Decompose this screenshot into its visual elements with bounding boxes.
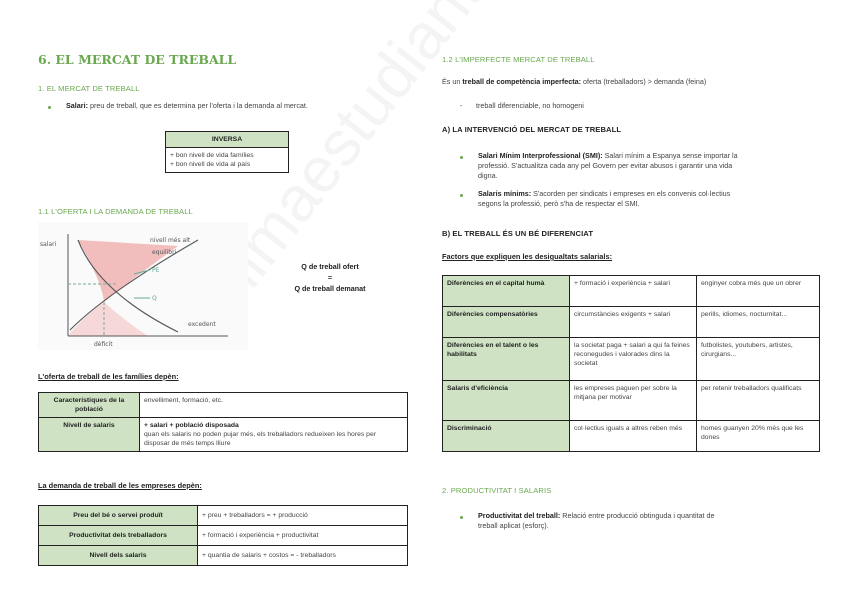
oferta-value-text: quan els salaris no poden pujar més, els treballadors redueixen les hores per disposar de més temps lliure <box>144 431 376 447</box>
inversa-table <box>165 131 289 173</box>
prod-term: Productivitat del treball: <box>478 511 561 520</box>
factor-label: Discriminació <box>443 421 570 452</box>
es-un-text: És un <box>442 77 461 86</box>
section-1-title: 1. EL MERCAT DE TREBALL <box>38 84 140 93</box>
sm-line-1 <box>478 189 820 199</box>
smi-item <box>478 151 820 181</box>
inversa-line-1: + bon nivell de vida famílies <box>170 152 254 159</box>
graph-label-excedent: excedent <box>188 321 216 328</box>
dash-item: treball diferenciable, no homogeni <box>476 101 584 110</box>
competencia-line <box>442 77 822 87</box>
q-ofert: Q de treball ofert <box>301 262 359 271</box>
smi-def-3: digna. <box>478 171 498 180</box>
dash-icon: - <box>460 101 463 110</box>
factor-example: perills, idiomes, nocturnitat... <box>697 307 820 338</box>
factor-desc: les empreses paguen per sobre la mitjana per motivar <box>570 381 697 421</box>
factor-label: Diferències compensatòries <box>443 307 570 338</box>
demanda-value: + preu + treballadors = + producció <box>198 506 408 526</box>
salari-term: Salari: <box>66 101 88 110</box>
factor-desc: circumstàncies exigents + salari <box>570 307 697 338</box>
demanda-value: + formació i experiència + productivitat <box>198 526 408 546</box>
factor-label: Salaris d'eficiència <box>443 381 570 421</box>
productivitat-item <box>478 511 820 531</box>
prod-def-2: treball aplicat (esforç). <box>478 521 549 530</box>
graph-background <box>38 222 248 350</box>
salaris-minims-item <box>478 189 820 209</box>
bullet-icon <box>460 194 463 197</box>
oferta-label: Nivell de salaris <box>39 418 140 452</box>
factor-desc: la societat paga + salari a qui fa feines reconegudes i valorades dins la societat <box>570 338 697 381</box>
section-2-title: 2. PRODUCTIVITAT I SALARIS <box>442 486 552 495</box>
table-row <box>443 381 820 421</box>
sm-def-1: S'acorden per sindicats i empreses en els convenis col·lectius <box>533 189 731 198</box>
graph-label-nivell: nivell més alt <box>150 237 191 244</box>
graph-label-equilibri: equilibri <box>152 249 177 256</box>
table-row <box>443 307 820 338</box>
sm-term: Salaris mínims: <box>478 189 532 198</box>
competencia-term: treball de competència imperfecta: <box>462 77 582 86</box>
oferta-value: envelliment, formació, etc. <box>140 393 408 418</box>
oferta-title: L'oferta de treball de les famílies depèn: <box>38 372 179 381</box>
table-row <box>39 418 408 452</box>
table-row <box>39 546 408 566</box>
bullet-icon <box>460 156 463 159</box>
factors-table <box>442 275 820 452</box>
graph-label-q: Q <box>152 295 157 302</box>
salari-definition <box>66 101 406 111</box>
factor-label: Diferències en el capital humà <box>443 276 570 307</box>
salari-text: preu de treball, que es determina per l'oferta i la demanda al mercat. <box>89 101 308 110</box>
graph-label-deficit: dèficit <box>94 341 113 348</box>
oferta-label: Característiques de la població <box>39 393 140 418</box>
smi-def-1: Salari mínim a Espanya sense importar la <box>604 151 738 160</box>
inversa-line-2: + bon nivell de vida al país <box>170 161 251 168</box>
factor-example: enginyer cobra més que un obrer <box>697 276 820 307</box>
section-b-title <box>442 229 593 238</box>
prod-def-1: Relació entre producció obtinguda i quantitat de <box>562 511 715 520</box>
table-row <box>443 338 820 381</box>
demanda-label: Preu del bé o servei produït <box>39 506 198 526</box>
oferta-value <box>140 418 408 452</box>
sm-def-2: segons la professió, però s'ha de respectar el SMI. <box>478 199 640 208</box>
table-row <box>39 393 408 418</box>
section-a-text: A) LA INTERVENCIÓ DEL MERCAT DE TREBALL <box>442 125 622 134</box>
table-row <box>443 276 820 307</box>
competencia-def: oferta (treballadors) > demanda (feina) <box>583 77 707 86</box>
inversa-body <box>166 148 289 173</box>
oferta-table <box>38 392 408 452</box>
factor-example: futbolistes, youtubers, artistes, cirurgians... <box>697 338 820 381</box>
demanda-label: Productivitat dels treballadors <box>39 526 198 546</box>
factor-example: per retenir treballadors qualificats <box>697 381 820 421</box>
table-row <box>39 506 408 526</box>
q-equals: = <box>327 273 333 282</box>
factor-example: homes guanyen 20% més que les dones <box>697 421 820 452</box>
factor-label: Diferències en el talent o les habilitats <box>443 338 570 381</box>
demanda-title: La demanda de treball de les empreses depèn: <box>38 481 202 490</box>
oferta-value-bold: + salari + població disposada <box>144 422 239 429</box>
table-row <box>39 526 408 546</box>
smi-term: Salari Mínim Interprofessional (SMI): <box>478 151 603 160</box>
page-title: 6. EL MERCAT DE TREBALL <box>38 52 237 67</box>
supply-demand-graph <box>38 222 248 350</box>
graph-label-pe: PE <box>152 267 160 274</box>
bullet-icon <box>48 106 51 109</box>
factor-desc: + formació i experiència + salari <box>570 276 697 307</box>
section-b-text: B) EL TREBALL ÉS UN BÉ DIFERENCIAT <box>442 229 594 238</box>
demanda-value: + quantia de salaris + costos = - treballadors <box>198 546 408 566</box>
demanda-table <box>38 505 408 566</box>
table-row <box>443 421 820 452</box>
q-equation <box>265 261 395 294</box>
q-demanat: Q de treball demanat <box>294 284 366 293</box>
section-1-1-title: 1.1 L'OFERTA I LA DEMANDA DE TREBALL <box>38 207 193 216</box>
factors-title: Factors que expliquen les desigualtats salarials: <box>442 252 613 261</box>
graph-label-salari: salari <box>40 241 57 248</box>
factor-desc: col·lectius iguals a altres reben més <box>570 421 697 452</box>
section-a-title <box>442 125 621 134</box>
section-1-2-title: 1.2 L'IMPERFECTE MERCAT DE TREBALL <box>442 55 595 64</box>
smi-def-2: professió. S'actualitza cada any pel Govern per evitar abusos i garantir una vida <box>478 161 733 170</box>
smi-line-1 <box>478 151 820 161</box>
prod-line-1 <box>478 511 820 521</box>
inversa-header: INVERSA <box>166 132 289 148</box>
bullet-icon <box>460 516 463 519</box>
demanda-label: Nivell dels salaris <box>39 546 198 566</box>
